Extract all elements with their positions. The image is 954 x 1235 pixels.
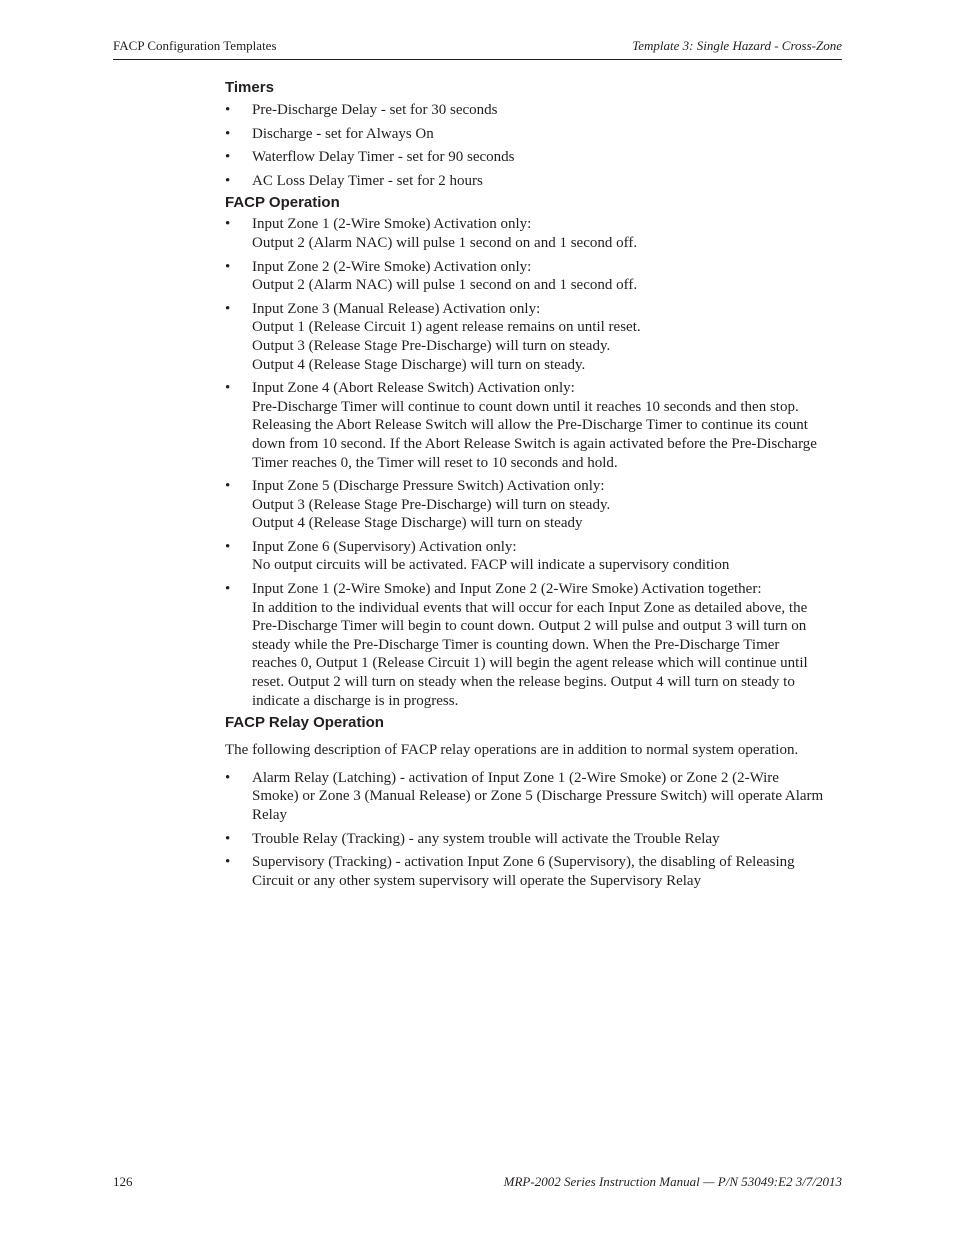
list-item-line: Pre-Discharge Delay - set for 30 seconds xyxy=(252,102,498,118)
list-item-line: Waterflow Delay Timer - set for 90 seconds xyxy=(252,149,515,166)
list-item-line: Output 4 (Release Stage Discharge) will turn on steady xyxy=(252,515,583,532)
bullet-icon: • xyxy=(225,769,231,786)
list-item-line: Input Zone 2 (2-Wire Smoke) Activation only: xyxy=(252,258,532,275)
list-item xyxy=(225,101,843,120)
bullet-icon: • xyxy=(225,300,231,317)
list-item xyxy=(225,538,843,575)
bullet-icon: • xyxy=(225,216,231,233)
list-item-line: reaches 0, Output 1 (Release Circuit 1) will begin the agent release which will continue until xyxy=(252,655,808,672)
list-item-line: Supervisory (Tracking) - activation Input Zone 6 (Supervisory), the disabling of Releasing xyxy=(252,854,795,871)
bullet-icon: • xyxy=(225,380,231,397)
page-body xyxy=(225,78,843,890)
timers-heading: Timers xyxy=(225,79,274,96)
list-item xyxy=(225,853,843,890)
bullet-icon: • xyxy=(225,102,231,118)
header-section-title: FACP Configuration Templates xyxy=(113,38,277,53)
list-item-line: Pre-Discharge Timer will continue to count down until it reaches 10 seconds and then stop. xyxy=(252,398,799,415)
list-item xyxy=(225,172,843,191)
bullet-icon: • xyxy=(225,830,231,847)
header-template-title: Template 3: Single Hazard - Cross-Zone xyxy=(632,38,842,53)
list-item-line: Output 3 (Release Stage Pre-Discharge) will turn on steady. xyxy=(252,337,611,354)
list-item-line: Output 2 (Alarm NAC) will pulse 1 second on and 1 second off. xyxy=(252,234,638,251)
list-item xyxy=(225,148,843,167)
list-item-line: Alarm Relay (Latching) - activation of Input Zone 1 (2-Wire Smoke) or Zone 2 (2-Wire xyxy=(252,769,779,786)
bullet-icon: • xyxy=(225,172,231,189)
page-number: 126 xyxy=(113,1174,133,1189)
list-item-line: Smoke) or Zone 3 (Manual Release) or Zone 5 (Discharge Pressure Switch) will operate Alarm xyxy=(252,788,824,805)
list-item xyxy=(225,258,843,295)
list-item-line: Output 4 (Release Stage Discharge) will turn on steady. xyxy=(252,356,586,373)
list-item-line: Trouble Relay (Tracking) - any system trouble will activate the Trouble Relay xyxy=(252,830,720,847)
list-item xyxy=(225,379,843,472)
facp-operation-list xyxy=(225,215,843,710)
list-item-line: Relay xyxy=(252,807,287,823)
list-item-line: Timer reaches 0, the Timer will reset to 10 seconds and hold. xyxy=(252,454,618,471)
list-item-line: Output 2 (Alarm NAC) will pulse 1 second on and 1 second off. xyxy=(252,277,638,294)
list-item-line: Output 3 (Release Stage Pre-Discharge) will turn on steady. xyxy=(252,496,611,513)
footer-manual-info: MRP-2002 Series Instruction Manual — P/N 53049:E2 3/7/2013 xyxy=(503,1174,842,1189)
list-item-line: down from 10 second. If the Abort Release Switch is again activated before the Pre-Discharge xyxy=(252,435,817,452)
list-item-line: Output 1 (Release Circuit 1) agent release remains on until reset. xyxy=(252,319,641,336)
bullet-icon: • xyxy=(225,258,231,275)
bullet-icon: • xyxy=(225,478,231,495)
list-item-line: AC Loss Delay Timer - set for 2 hours xyxy=(252,172,483,189)
list-item-line: Input Zone 6 (Supervisory) Activation only: xyxy=(252,538,517,555)
list-item-line: In addition to the individual events that will occur for each Input Zone as detailed above, the xyxy=(252,599,808,616)
header-divider xyxy=(113,59,842,60)
list-item-line: steady while the Pre-Discharge Timer is counting down. When the Pre-Discharge Timer xyxy=(252,636,780,653)
list-item xyxy=(225,580,843,710)
list-item-line: Pre-Discharge Timer will begin to count down. Output 2 will pulse and output 3 will turn on xyxy=(252,618,807,635)
relay-intro-text: The following description of FACP relay operations are in addition to normal system operation. xyxy=(225,742,799,759)
bullet-icon: • xyxy=(225,581,231,598)
list-item-line: Input Zone 1 (2-Wire Smoke) Activation only: xyxy=(252,216,532,233)
bullet-icon: • xyxy=(225,149,231,166)
list-item xyxy=(225,300,843,374)
list-item-line: Circuit or any other system supervisory will operate the Supervisory Relay xyxy=(252,872,702,889)
list-item-line: Input Zone 4 (Abort Release Switch) Activation only: xyxy=(252,380,575,397)
list-item-line: Discharge - set for Always On xyxy=(252,125,434,142)
relay-operation-list xyxy=(225,769,843,891)
list-item-line: indicate a discharge is in progress. xyxy=(252,692,459,709)
bullet-icon: • xyxy=(225,538,231,555)
list-item xyxy=(225,830,843,849)
facp-operation-heading: FACP Operation xyxy=(225,194,340,212)
list-item xyxy=(225,215,843,252)
bullet-icon: • xyxy=(225,854,231,871)
timers-list xyxy=(225,101,843,190)
bullet-icon: • xyxy=(225,125,231,142)
list-item xyxy=(225,477,843,533)
list-item-line: reset. Output 2 will turn on steady when the release begins. Output 4 will turn on steady to xyxy=(252,674,795,691)
list-item xyxy=(225,769,843,825)
list-item-line: Releasing the Abort Release Switch will allow the Pre-Discharge Timer to continue its count xyxy=(252,417,808,434)
list-item-line: Input Zone 1 (2-Wire Smoke) and Input Zone 2 (2-Wire Smoke) Activation together: xyxy=(252,581,762,598)
relay-operation-heading: FACP Relay Operation xyxy=(225,714,384,732)
list-item xyxy=(225,125,843,144)
list-item-line: No output circuits will be activated. FACP will indicate a supervisory condition xyxy=(252,557,730,574)
list-item-line: Input Zone 3 (Manual Release) Activation only: xyxy=(252,300,541,317)
list-item-line: Input Zone 5 (Discharge Pressure Switch) Activation only: xyxy=(252,478,605,495)
